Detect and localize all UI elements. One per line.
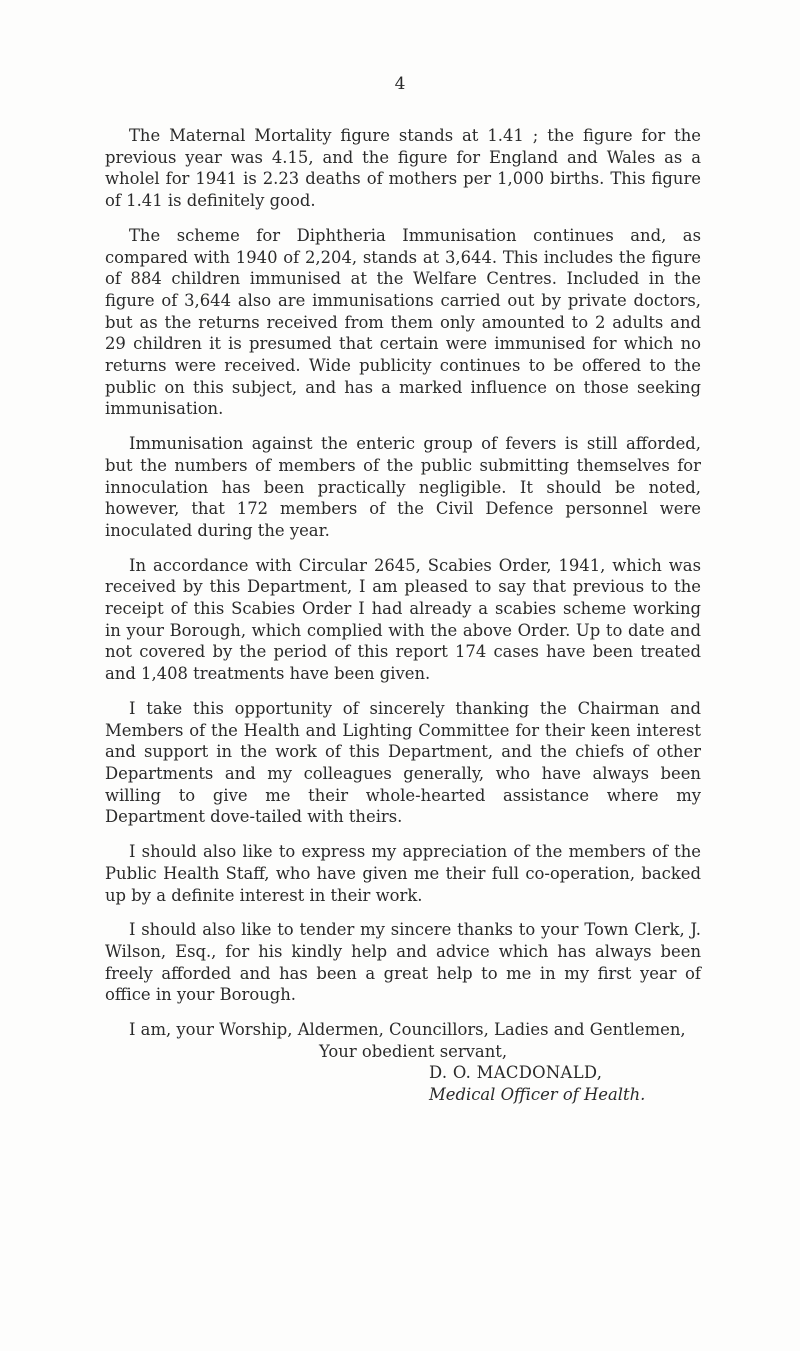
paragraph-thanks-town-clerk: I should also like to tender my sincere thanks to your Town Clerk, J. Wilson, Esq., for his kindly help and advice which has always been freely afforded and has been a great help to me in my first year of office in your Borough. — [105, 920, 701, 1005]
closing-servant: Your obedient servant, — [319, 1041, 508, 1061]
paragraph-enteric-immunisation: Immunisation against the enteric group of fevers is still afforded, but the numbers of members of the public submitting themselves for innoculation has been practically negligible. It should be noted, however, that 172 members of the Civil Defence personnel were inoculated during the year. — [105, 434, 701, 540]
report-body — [105, 125, 701, 1106]
paragraph-thanks-committee: I take this opportunity of sincerely thanking the Chairman and Members of the Health and Lighting Committee for their keen interest and support in the work of this Department, and the chiefs of other Departments and my colleagues generally, who have always been willing to give me their whole-hearted assistance where my Department dove-tailed with theirs. — [105, 698, 701, 827]
closing-title: Medical Officer of Health. — [429, 1085, 646, 1105]
page-number: 4 — [394, 74, 406, 94]
closing-signature: D. O. MACDONALD, — [429, 1063, 603, 1083]
paragraph-maternal-mortality: The Maternal Mortality figure stands at 1.41 ; the figure for the previous year was 4.15, and the figure for England and Wales as a wholel for 1941 is 2.23 deaths of mothers per 1,000 births. This figure of 1.41 is definitely good. — [105, 126, 701, 211]
closing-salutation: I am, your Worship, Aldermen, Councillors, Ladies and Gentlemen, — [129, 1020, 686, 1040]
paragraph-scabies-order: In accordance with Circular 2645, Scabies Order, 1941, which was received by this Department, I am pleased to say that previous to the receipt of this Scabies Order I had already a scabies scheme working in your Borough, which complied with the above Order. Up to date and not covered by the period of this report 174 cases have been treated and 1,408 treatments have been given. — [105, 555, 701, 684]
paragraph-thanks-staff: I should also like to express my appreciation of the members of the Public Health Staff, who have given me their full co-operation, backed up by a definite interest in their work. — [105, 842, 701, 905]
paragraph-diphtheria-immunisation: The scheme for Diphtheria Immunisation continues and, as compared with 1940 of 2,204, stands at 3,644. This includes the figure of 884 children immunised at the Welfare Centres. Included in the figure of 3,644 also are immunisations carried out by private doctors, but as the returns received from them only amounted to 2 adults and 29 children it is presumed that certain were immunised for which no returns were received. Wide publicity continues to be offered to the public on this subject, and has a marked influence on those seeking immunisation. — [105, 225, 701, 419]
letter-closing — [105, 1019, 701, 1106]
